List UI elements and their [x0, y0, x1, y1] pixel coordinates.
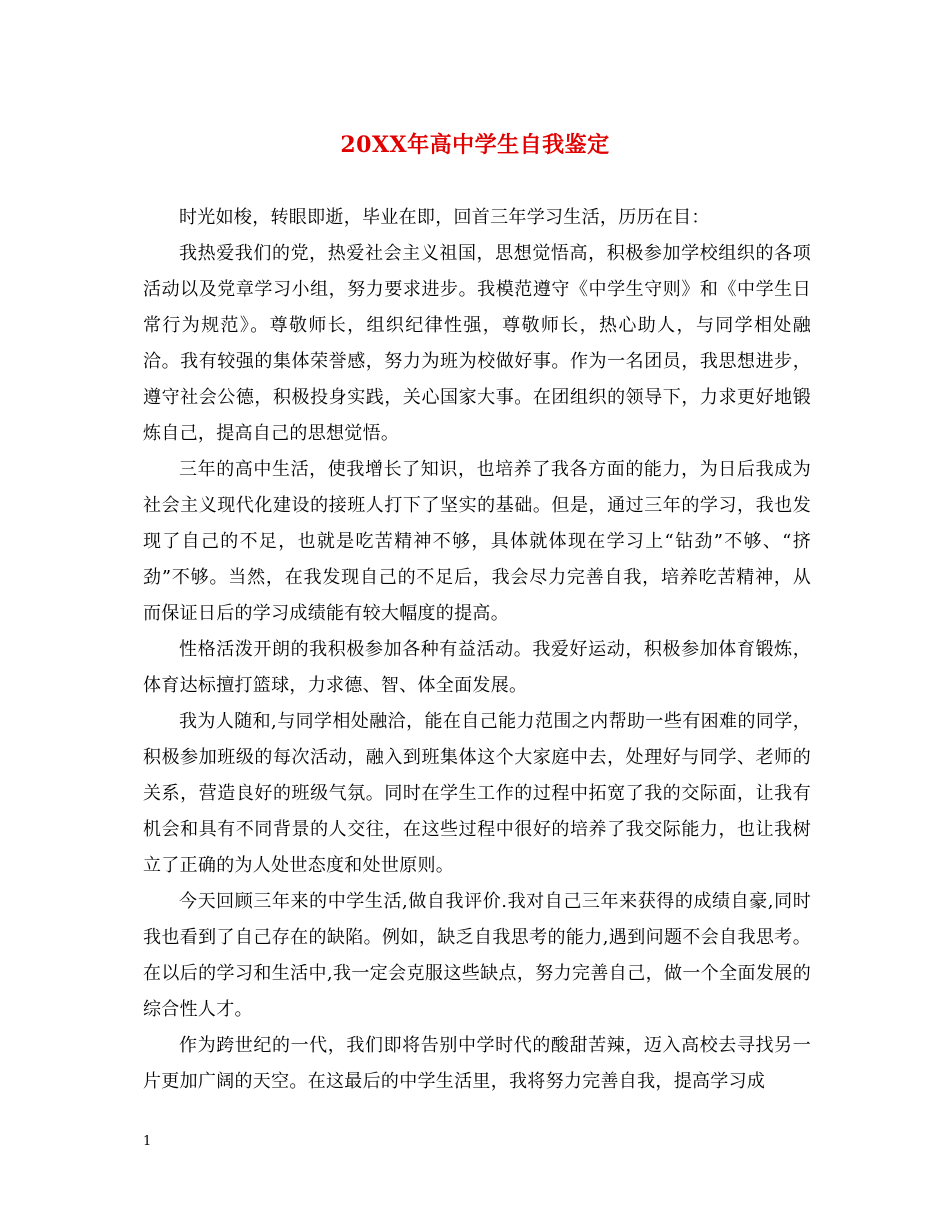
- page-number: 1: [143, 1134, 152, 1149]
- paragraph-study: 三年的高中生活，使我增长了知识，也培养了我各方面的能力，为日后我成为社会主义现代化建设的接班人打下了坚实的基础。但是，通过三年的学习，我也发现了自己的不足，也就是吃苦精神不够，具体就体现在学习上“钻劲”不够、“挤劲”不够。当然，在我发现自己的不足后，我会尽力完善自我，培养吃苦精神，从而保证日后的学习成绩能有较大幅度的提高。: [143, 459, 811, 624]
- paragraph-political: 我热爱我们的党，热爱社会主义祖国，思想觉悟高，积极参加学校组织的各项活动以及党章学习小组，努力要求进步。我模范遵守《中学生守则》和《中学生日常行为规范》。尊敬师长，组织纪律性强，尊敬师长，热心助人，与同学相处融洽。我有较强的集体荣誉感，努力为班为校做好事。作为一名团员，我思想进步，遵守社会公德，积极投身实践，关心国家大事。在团组织的领导下，力求更好地锻炼自己，提高自己的思想觉悟。: [143, 243, 811, 444]
- document-title: 20XX年高中学生自我鉴定: [340, 132, 610, 158]
- paragraph-self-evaluation: 今天回顾三年来的中学生活,做自我评价.我对自己三年来获得的成绩自豪,同时我也看到了自己存在的缺陷。例如，缺乏自我思考的能力,遇到问题不会自我思考。在以后的学习和生活中,我一定会克服这些缺点，努力完善自己，做一个全面发展的综合性人才。: [143, 891, 811, 1020]
- paragraph-relationships: 我为人随和,与同学相处融洽，能在自己能力范围之内帮助一些有困难的同学，积极参加班级的每次活动，融入到班集体这个大家庭中去，处理好与同学、老师的关系，营造良好的班级气氛。同时在学生工作的过程中拓宽了我的交际面，让我有机会和具有不同背景的人交往，在这些过程中很好的培养了我交际能力，也让我树立了正确的为人处世态度和处世原则。: [143, 711, 811, 876]
- paragraph-future: 作为跨世纪的一代，我们即将告别中学时代的酸甜苦辣，迈入高校去寻找另一片更加广阔的天空。在这最后的中学生活里，我将努力完善自我，提高学习成: [143, 1035, 811, 1092]
- paragraph-intro: 时光如梭，转眼即逝，毕业在即，回首三年学习生活，历历在目：: [179, 207, 710, 228]
- paragraph-activities: 性格活泼开朗的我积极参加各种有益活动。我爱好运动，积极参加体育锻炼，体育达标擅打篮球，力求德、智、体全面发展。: [143, 639, 811, 696]
- document-body: [143, 200, 811, 1100]
